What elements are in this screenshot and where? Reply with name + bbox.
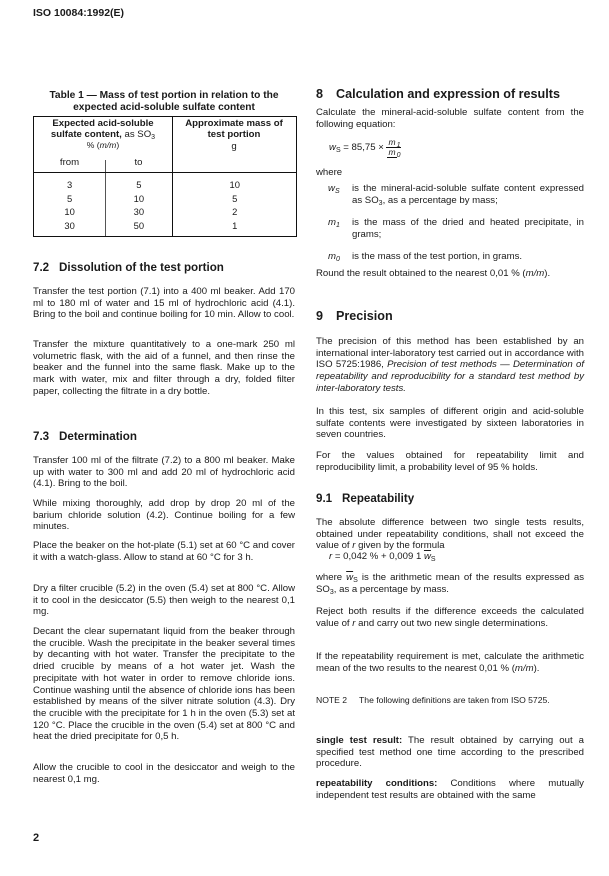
cell-from: 10 [64,206,75,218]
col-header-content [34,119,172,151]
paragraph: Decant the clear supernatant liquid from the beaker through the crucible. Wash the precipitate in the beaker several times by decanting with hot water. Transfer the precipitate to the dried crucible by means of a hot water jet. Wash the precipitate with hot water in order to remove chloride ions. Continue washing until the absence of chloride ions has been established by means of the silver nitrate solution (4.3). Dry the crucible with the precipitate for 1 h in the oven (5.3) set at 120 °C. Place the crucible in the oven (5.4) set at 800 °C and heat the dried precipitate for 0,5 h. [33,626,295,743]
symbol: $\overline{w}$ [346,572,354,583]
symbol [316,217,352,240]
definition-text: is the mineral-acid-soluble sulfate content expressed as SO [352,183,584,206]
definition-text: Conditions where mutually independent test results are obtained with the same [316,778,584,801]
paragraph: In this test, six samples of different origin and acid-soluble sulfate contents were investigated by sixteen laboratories in seven countries. [316,406,584,441]
symbol-text: m [328,217,336,228]
header-text: Approximate mass of [185,118,283,129]
definition-ws [316,183,584,206]
table-1 [33,116,297,237]
unit: m/m [514,662,534,674]
definition [316,778,584,801]
text: is the arithmetic mean of the results expressed as SO [316,572,584,595]
text: given by the formula [355,540,445,552]
symbol: r [352,540,356,552]
section-title: Dissolution of the test portion [59,261,224,274]
section-9-1-heading [316,492,584,506]
subscript: S [353,577,358,584]
section-title: Repeatability [342,492,415,505]
subscript: S [334,188,340,195]
paragraph: While mixing thoroughly, add drop by drop 20 ml of the barium chloride solution (4.2). Continue boiling for a few minutes. [33,498,295,533]
term: single test result: [316,735,403,746]
unit: g [231,141,237,152]
table-1-title [33,90,295,113]
paragraph: For the values obtained for repeatability limit and reproducibility limit, a probability level of 95 % holds. [316,450,584,473]
symbol: $\overline{w}$ [423,551,431,562]
subscript: 1 [396,142,401,149]
paragraph [316,336,584,395]
term: repeatability conditions: [316,778,438,789]
subscript: 3 [378,199,383,207]
note [316,695,584,707]
citation-title: Precision of test methods — Determination of repeatability and reproducibility for a standard test method by inter-laboratory tests. [316,359,585,394]
cell-mass: 5 [232,192,238,204]
symbol: r [352,617,356,629]
paragraph: Place the beaker on the hot-plate (5.1) set at 60 °C and cover it with a watch-glass. Allow to stand at 60 °C for 3 h. [33,540,295,563]
equation-text: = 85,75 × [340,142,387,154]
unit: m/m [99,140,117,150]
definition [316,735,584,770]
cell-mass: 10 [229,179,240,191]
header-text: as SO [121,128,152,140]
subscript: 3 [329,588,334,596]
document-header: ISO 10084:1992(E) [33,7,125,19]
table-row [34,219,297,233]
section-9-heading [316,309,584,323]
text: ). [533,662,540,674]
definition-m1 [316,217,584,240]
unit: % ( [86,140,100,150]
note-text: The following definitions are taken from ISO 5725. [359,695,550,705]
header-text: Expected acid-soluble [52,118,154,129]
section-title: Calculation and expression of results [336,87,560,101]
section-8-heading [316,87,584,101]
symbol-text: w [328,183,335,194]
definition-text: is the mass of the test portion, in grams. [352,251,523,262]
subscript: 1 [336,222,340,229]
table-body [34,178,296,232]
section-number: 8 [316,87,324,101]
text: The absolute difference between two single tests results, obtained under repeatability conditions, shall not exceed the value of [316,517,584,552]
paragraph [316,268,584,280]
col-header-from: from [59,157,80,168]
page-number: 2 [33,832,40,844]
cell-mass: 2 [232,206,238,218]
fraction [386,138,401,157]
text: and carry out two new single determinations. [355,617,548,629]
cell-from: 5 [67,192,73,204]
symbol [316,183,352,206]
paragraph [316,606,584,629]
section-number: 7.2 [33,261,50,274]
section-title: Determination [59,430,137,443]
subscript: 0 [396,152,401,159]
numerator: m [388,137,396,147]
table-title-line: Table 1 — Mass of test portion in relation to the [49,90,279,101]
formula-text: = 0,042 % + 0,009 1 [332,551,424,562]
section-title: Precision [336,309,393,323]
equation [316,138,597,157]
symbol [316,251,352,263]
header-text: test portion [207,128,261,140]
table-row [34,205,297,219]
unit: m/m [525,268,545,279]
subscript: S [335,147,341,155]
cell-from: 30 [64,220,75,232]
col-header-mass [172,119,296,153]
symbol-text: m [328,251,336,262]
section-7-2-heading [33,261,295,275]
table-row [34,192,297,206]
text: The precision of this method has been established by an international inter-laboratory test carried out in accordance with ISO 5725:1986, [316,336,584,371]
header-text: sulfate content, [50,128,122,140]
paragraph [316,572,584,595]
header-divider [34,172,296,173]
where-label: where [316,167,343,178]
section-number: 9 [316,309,324,323]
paragraph: Dry a filter crucible (5.2) in the oven (5.4) set at 800 °C. Allow it to cool in the desiccator (5.5) then weigh to the nearest 0,1 mg. [33,583,295,618]
cell-mass: 1 [232,220,238,232]
note-label: NOTE 2 [316,695,348,705]
table-title-line: expected acid-soluble sulfate content [73,101,255,113]
table-row [34,178,297,192]
text: Reject both results if the difference exceeds the calculated value of [316,606,584,629]
definition-m0 [316,251,584,263]
text: Round the result obtained to the nearest 0,01 % ( [316,268,526,279]
denominator: m [388,147,396,157]
formula [316,551,597,563]
definition-text: , as a percentage by mass; [382,194,498,206]
paragraph: Transfer the test portion (7.1) into a 400 ml beaker. Add 170 ml to 180 ml of water and 15 ml of hydrochloric acid (4.1). Bring to the boil and continue boiling for 10 min. Allow to cool. [33,286,295,321]
subscript: S [430,556,436,563]
subscript: 0 [336,256,340,263]
unit: ) [116,140,120,150]
definition-text: is the mass of the dried and heated precipitate, in grams; [352,217,584,240]
definition-text: The result obtained by carrying out a specified test method one time according to the prescribed procedure. [316,735,585,770]
text: , as a percentage by mass. [333,583,449,595]
subscript: 3 [151,133,156,141]
cell-to: 30 [133,206,145,218]
text: ). [544,268,551,279]
col-header-to: to [134,157,143,168]
paragraph: Allow the crucible to cool in the desiccator and weigh to the nearest 0,1 mg. [33,762,295,785]
equation-symbol: w [329,142,336,154]
paragraph [316,651,584,674]
paragraph: Transfer 100 ml of the filtrate (7.2) to a 800 ml beaker. Make up with water to 300 ml and add 20 ml of hydrochloric acid (4.1). Bring to the boil. [33,455,295,490]
symbol: r [329,551,333,562]
cell-from: 3 [67,179,73,191]
paragraph: Transfer the mixture quantitatively to a one-mark 250 ml volumetric flask, with the aid of a funnel, and then rinse the beaker and the funnel into the same flask. Make up to the mark with water, mix and filter through a dry, folded filter paper, collecting the filtrate in a dry bottle. [33,339,295,397]
text: If the repeatability requirement is met, calculate the arithmetic mean of the two results to the nearest 0,01 % ( [316,651,584,674]
paragraph [316,517,584,552]
section-number: 7.3 [33,430,50,443]
cell-to: 50 [133,220,145,232]
section-7-3-heading [33,430,295,444]
cell-to: 10 [133,192,145,204]
cell-to: 5 [136,179,142,191]
section-number: 9.1 [316,492,333,505]
text: where [316,572,347,583]
paragraph: Calculate the mineral-acid-soluble sulfate content from the following equation: [316,107,584,130]
